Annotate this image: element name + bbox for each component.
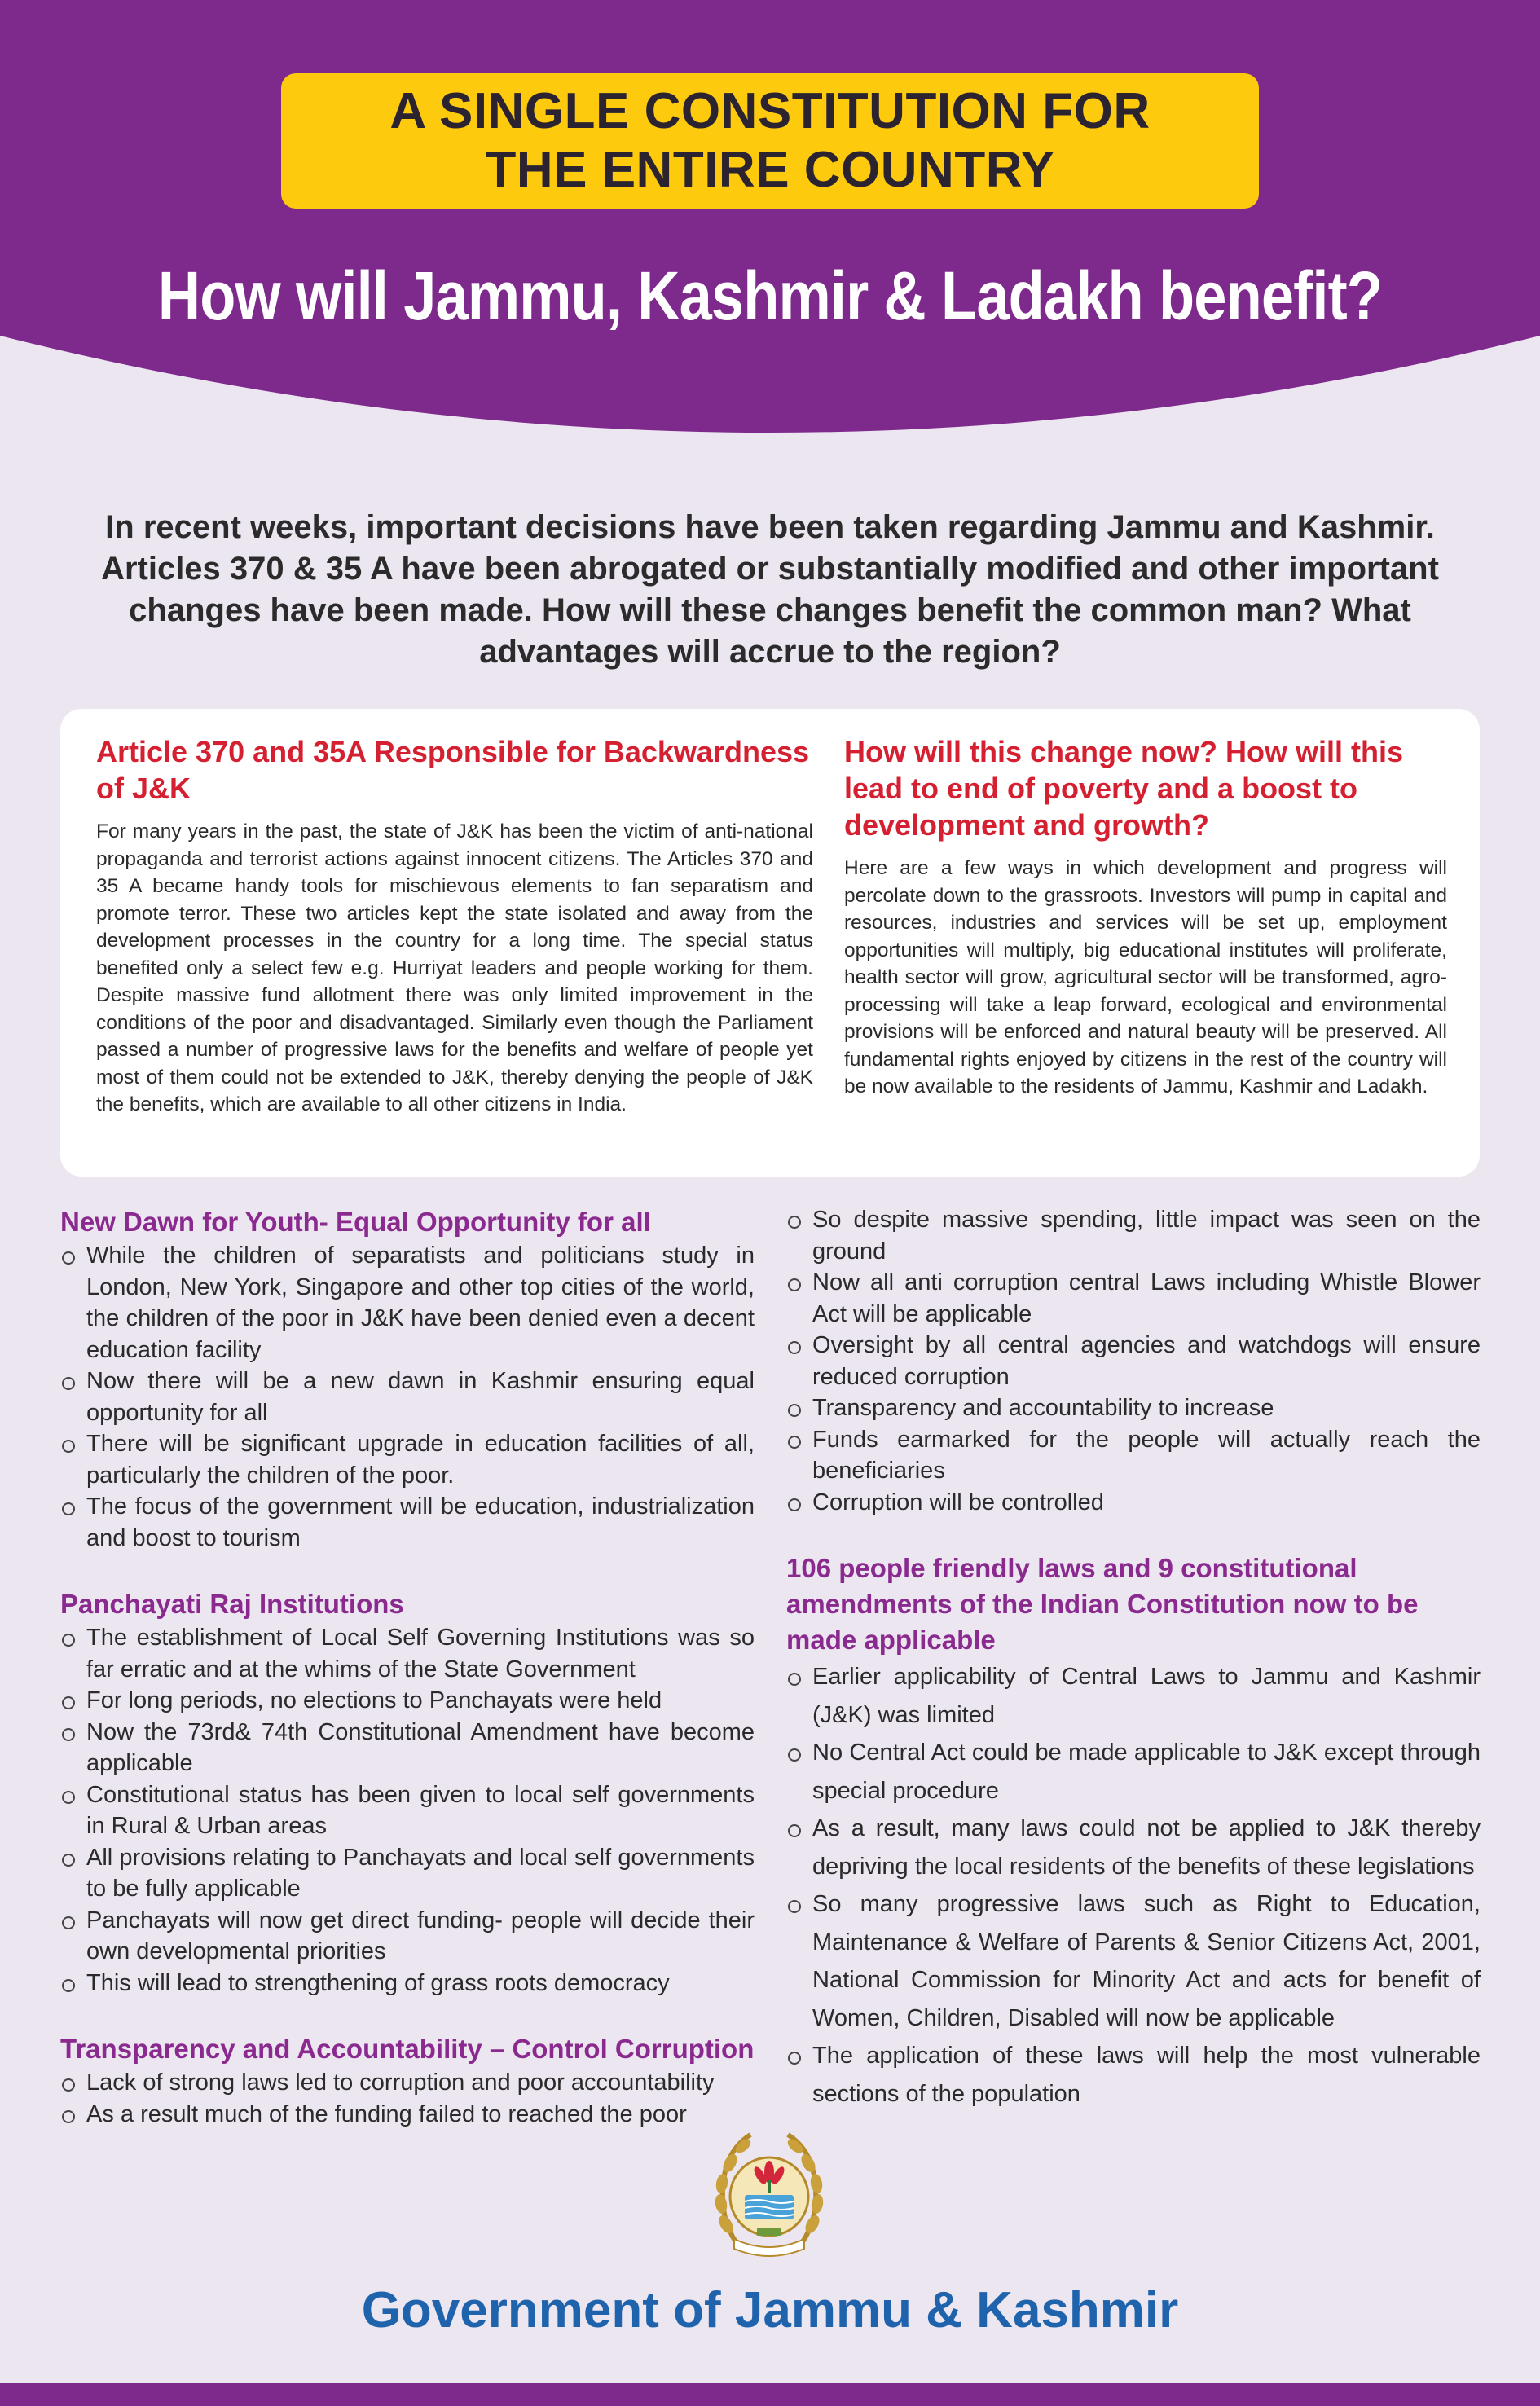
list-item: Now the 73rd& 74th Constitutional Amendment have become applicable	[60, 1717, 755, 1779]
right-column	[786, 1204, 1481, 2113]
article-370-heading: Article 370 and 35A Responsible for Backwardness of J&K	[96, 735, 810, 805]
list-item: Constitutional status has been given to local self governments in Rural & Urban areas	[60, 1779, 755, 1842]
youth-list	[60, 1240, 755, 1554]
list-item: There will be significant upgrade in education facilities of all, particularly the children of the poor.	[60, 1428, 755, 1491]
list-item: Lack of strong laws led to corruption and poor accountability	[60, 2067, 755, 2099]
list-item: Funds earmarked for the people will actually reach the beneficiaries	[786, 1424, 1481, 1487]
youth-heading: New Dawn for Youth- Equal Opportunity for all	[60, 1207, 651, 1237]
laws-list	[786, 1658, 1481, 2113]
intro-paragraph: In recent weeks, important decisions have been taken regarding Jammu and Kashmir. Articles 370 & 35 A have been abrogated or substantially modified and other important changes have been made. How will these changes benefit the common man? What advantages will accrue to the region?	[101, 509, 1439, 670]
list-item: The focus of the government will be education, industrialization and boost to tourism	[60, 1491, 755, 1554]
list-item: Transparency and accountability to increase	[786, 1392, 1481, 1424]
list-item: All provisions relating to Panchayats and local self governments to be fully applicable	[60, 1842, 755, 1905]
page-subtitle: How will Jammu, Kashmir & Ladakh benefit?	[157, 257, 1383, 334]
panchayati-list	[60, 1622, 755, 1999]
list-item: Corruption will be controlled	[786, 1487, 1481, 1519]
change-heading: How will this change now? How will this lead to end of poverty and a boost to development and growth?	[844, 735, 1404, 842]
footer-bar	[0, 2383, 1540, 2406]
panchayati-heading: Panchayati Raj Institutions	[60, 1589, 404, 1619]
article-370-column	[96, 733, 813, 1119]
title-line-1: A SINGLE CONSTITUTION FOR	[389, 83, 1151, 139]
transparency-heading: Transparency and Accountability – Control Corruption	[60, 2034, 755, 2064]
list-item: This will lead to strengthening of grass roots democracy	[60, 1968, 755, 1999]
list-item: As a result, many laws could not be applied to J&K thereby depriving the local residents of the benefits of these legislations	[786, 1810, 1481, 1885]
title-line-2: THE ENTIRE COUNTRY	[485, 142, 1055, 198]
transparency-list-continued	[786, 1204, 1481, 1518]
article-370-text: For many years in the past, the state of J&K has been the victim of anti-national propaganda and terrorist actions against innocent citizens. The Articles 370 and 35 A became handy tools for mischievous elements to fan separatism and promote terror. These two articles kept the state isolated and away from the development processes in the country for a long time. The special status benefited only a select few e.g. Hurriyat leaders and people working for them. Despite massive fund allotment there was only limited improvement in the conditions of the poor and disadvantaged. Similarly even though the Parliament passed a number of progressive laws for the benefits and welfare of people yet most of them could not be extended to J&K, thereby denying the people of J&K the benefits, which are available to all other citizens in India.	[96, 820, 813, 1115]
laws-heading: 106 people friendly laws and 9 constitutional amendments of the Indian Constitution now to be made applicable	[786, 1553, 1419, 1655]
title-banner	[281, 73, 1259, 209]
list-item: Now there will be a new dawn in Kashmir ensuring equal opportunity for all	[60, 1366, 755, 1428]
list-item: So many progressive laws such as Right to Education, Maintenance & Welfare of Parents & Senior Citizens Act, 2001, National Commission for Minority Act and acts for benefit of Women, Children, Disabled will now be applicable	[786, 1885, 1481, 2037]
list-item: For long periods, no elections to Panchayats were held	[60, 1685, 755, 1717]
list-item: So despite massive spending, little impact was seen on the ground	[786, 1204, 1481, 1267]
list-item: Earlier applicability of Central Laws to Jammu and Kashmir (J&K) was limited	[786, 1658, 1481, 1734]
list-item: Oversight by all central agencies and watchdogs will ensure reduced corruption	[786, 1330, 1481, 1392]
list-item: The application of these laws will help the most vulnerable sections of the population	[786, 2037, 1481, 2113]
list-item: Now all anti corruption central Laws including Whistle Blower Act will be applicable	[786, 1267, 1481, 1330]
state-emblem-icon	[708, 2127, 830, 2265]
list-item: As a result much of the funding failed to reached the poor	[60, 2099, 755, 2131]
left-column	[60, 1204, 755, 2130]
list-item: The establishment of Local Self Governing Institutions was so far erratic and at the whims of the State Government	[60, 1622, 755, 1685]
list-item: While the children of separatists and politicians study in London, New York, Singapore and other top cities of the world, the children of the poor in J&K have been denied even a decent education facility	[60, 1240, 755, 1366]
summary-card	[60, 709, 1480, 1177]
change-column	[844, 733, 1447, 1101]
transparency-list	[60, 2067, 755, 2130]
list-item: No Central Act could be made applicable to J&K except through special procedure	[786, 1734, 1481, 1810]
change-text: Here are a few ways in which development and progress will percolate down to the grassroots. Investors will pump in capital and resources, industries and services will be set up, employment opportunities will multiply, big educational institutes will proliferate, health sector will grow, agricultural sector will be transformed, agro-processing will take a leap forward, ecological and environmental provisions will be enforced and natural beauty will be preserved. All fundamental rights enjoyed by citizens in the rest of the country will be now available to the residents of Jammu, Kashmir and Ladakh.	[844, 857, 1447, 1097]
footer-title: Government of Jammu & Kashmir	[361, 2282, 1179, 2338]
list-item: Panchayats will now get direct funding- people will decide their own developmental priorities	[60, 1905, 755, 1968]
